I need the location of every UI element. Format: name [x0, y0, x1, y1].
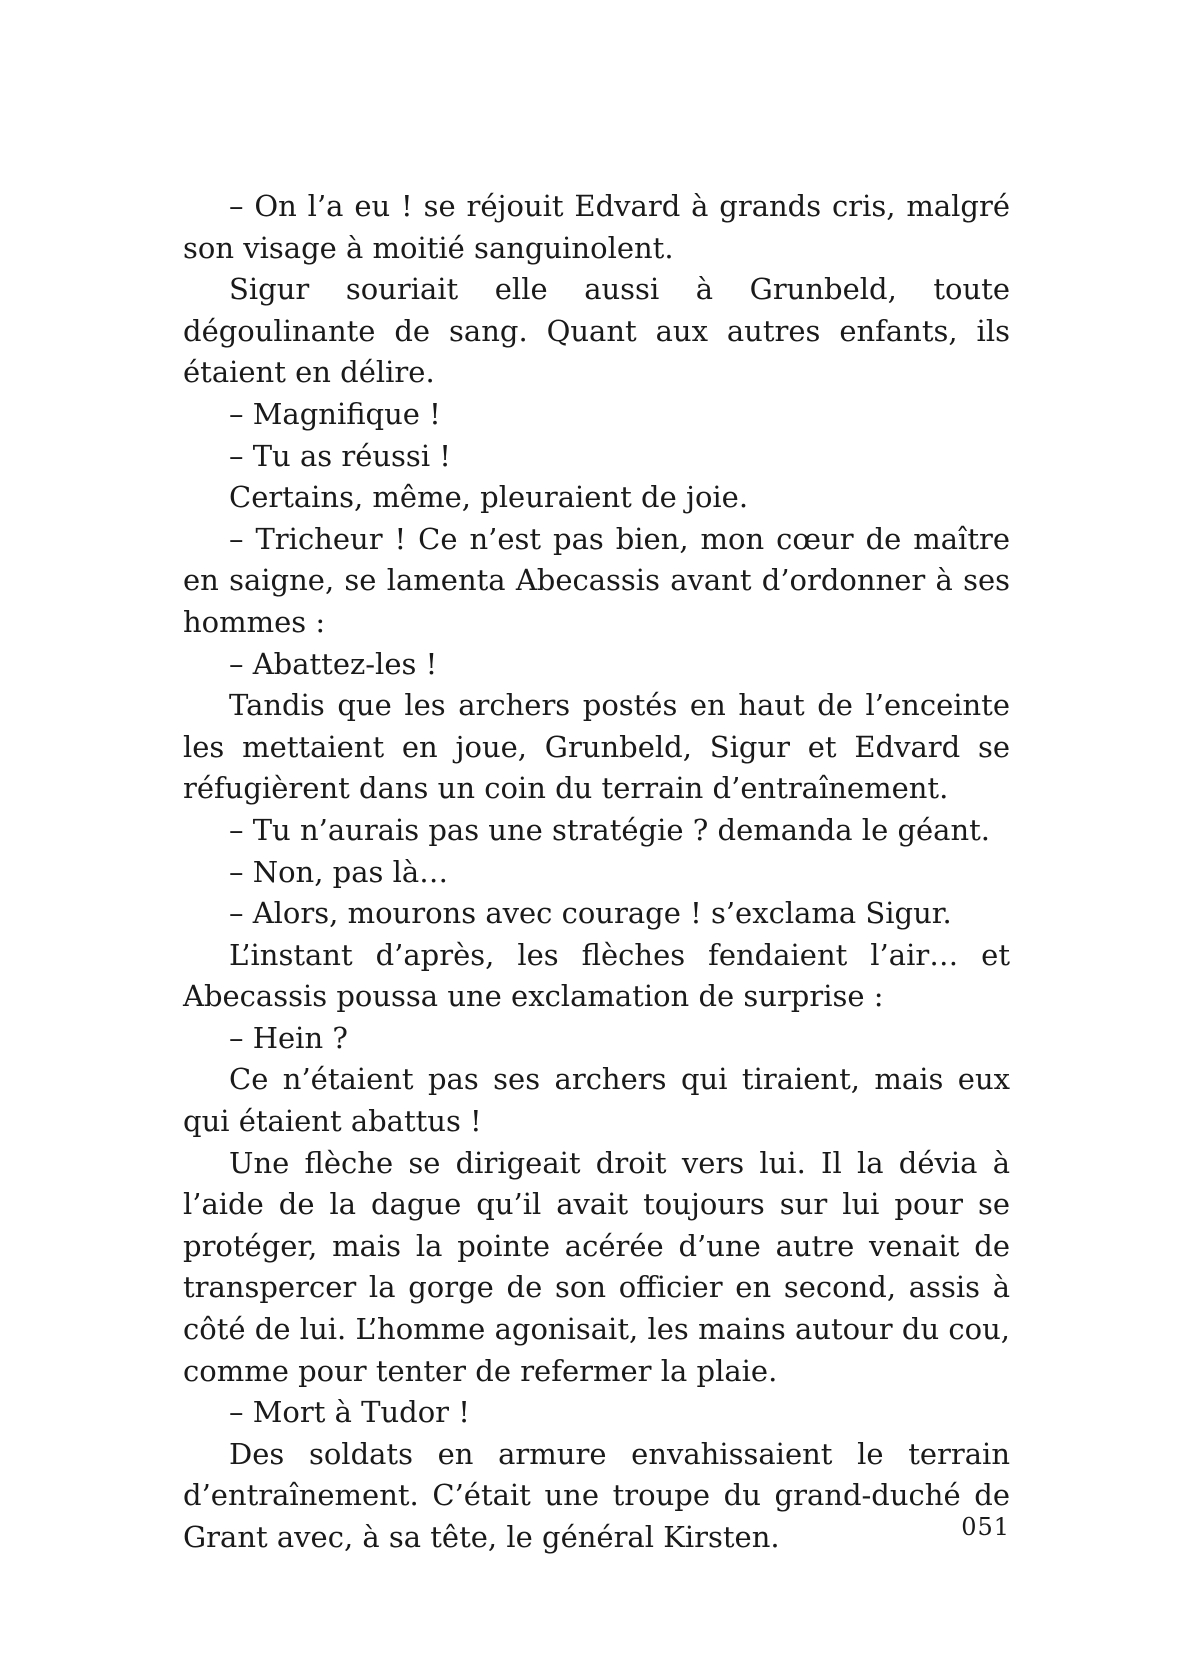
paragraph: Une flèche se dirigeait droit vers lui. Il la dévia à l’aide de la dague qu’il avait toujours sur lui pour se protéger, mais la pointe acérée d’une autre venait de transpercer la gorge de son officier en second, assis à côté de lui. L’homme agonisait, les mains autour du cou, comme pour tenter de refermer la plaie. [183, 1145, 1010, 1388]
paragraph: – Non, pas là… [229, 854, 449, 889]
page-number: 051 [961, 1513, 1010, 1541]
paragraph: – Alors, mourons avec courage ! s’exclama Sigur. [229, 896, 952, 931]
paragraph: Tandis que les archers postés en haut de l’enceinte les mettaient en joue, Grunbeld, Sigur et Edvard se réfugièrent dans un coin du terrain d’entraînement. [183, 688, 1010, 806]
body-text [183, 186, 1010, 1559]
paragraph: Ce n’étaient pas ses archers qui tiraient, mais eux qui étaient abattus ! [183, 1062, 1010, 1139]
paragraph: – Tu as réussi ! [229, 438, 451, 473]
paragraph: – Mort à Tudor ! [229, 1395, 470, 1430]
paragraph: – Tu n’aurais pas une stratégie ? demanda le géant. [229, 812, 991, 847]
paragraph: – Magnifique ! [229, 396, 441, 431]
paragraph: L’instant d’après, les flèches fendaient l’air… et Abecassis poussa une exclamation de surprise : [183, 937, 1010, 1014]
paragraph: – Tricheur ! Ce n’est pas bien, mon cœur de maître en saigne, se lamenta Abecassis avant d’ordonner à ses hommes : [183, 521, 1010, 639]
paragraph: – Abattez-les ! [229, 646, 438, 681]
paragraph: Sigur souriait elle aussi à Grunbeld, toute dégoulinante de sang. Quant aux autres enfants, ils étaient en délire. [183, 272, 1010, 390]
paragraph: – On l’a eu ! se réjouit Edvard à grands cris, malgré son visage à moitié sanguinolent. [183, 189, 1010, 265]
paragraph: Certains, même, pleuraient de joie. [229, 480, 749, 515]
paragraph: – Hein ? [229, 1020, 348, 1055]
paragraph: Des soldats en armure envahissaient le terrain d’entraînement. C’était une troupe du grand-duché de Grant avec, à sa tête, le général Kirsten. [183, 1436, 1010, 1554]
